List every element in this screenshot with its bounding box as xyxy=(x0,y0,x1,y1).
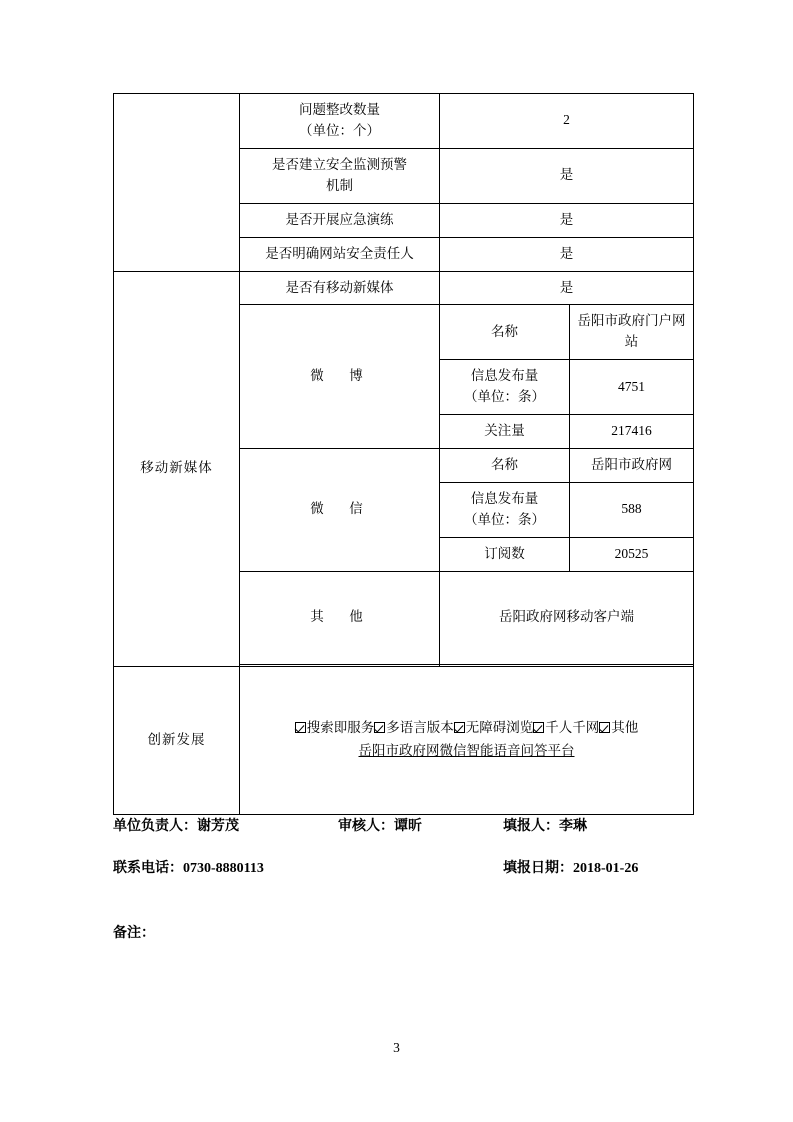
date-field xyxy=(503,857,638,877)
row-label-problem-fix-count xyxy=(240,94,440,149)
table-row xyxy=(114,94,694,149)
reviewer-label: 审核人： xyxy=(338,819,394,834)
checkbox-icon[interactable] xyxy=(374,722,385,733)
innovation-label: 创新发展 xyxy=(114,666,240,814)
weixin-subscriber-value: 20525 xyxy=(570,537,694,571)
checkbox-icon[interactable] xyxy=(454,722,465,733)
weibo-name-value: 岳阳市政府门户网站 xyxy=(570,305,694,360)
label-line-1: 信息发布量 xyxy=(470,490,539,506)
weixin-label: 微 信 xyxy=(240,449,440,572)
date-value: 2018-01-26 xyxy=(573,861,639,876)
report-table xyxy=(113,93,694,815)
unit-head-label: 单位负责人： xyxy=(113,819,197,834)
label-line-1: 问题整改数量 xyxy=(299,102,380,117)
option-label: 搜索即服务 xyxy=(306,720,375,736)
security-section-label-cell xyxy=(114,94,240,272)
filler-value: 李琳 xyxy=(559,819,587,834)
signature-block xyxy=(113,815,693,899)
other-media-label: 其 他 xyxy=(240,571,440,664)
label-line-2: （单位：个） xyxy=(299,122,380,138)
row-label-emergency-drill: 是否开展应急演练 xyxy=(240,203,440,237)
reviewer-field xyxy=(338,815,422,835)
row-value-has-mobile-media: 是 xyxy=(440,271,694,305)
option-other[interactable] xyxy=(599,720,638,735)
checkbox-icon[interactable] xyxy=(599,722,610,733)
phone-field xyxy=(113,857,264,877)
option-label: 多语言版本 xyxy=(386,720,454,736)
label-line-1: 是否建立安全监测预警 xyxy=(272,156,407,172)
date-label: 填报日期： xyxy=(503,861,573,876)
table-row xyxy=(114,271,694,305)
row-label-has-mobile-media: 是否有移动新媒体 xyxy=(240,271,440,305)
filler-label: 填报人： xyxy=(503,819,559,834)
weixin-post-count-value: 588 xyxy=(570,482,694,537)
page-number: 3 xyxy=(393,1040,400,1055)
label-line-1: 信息发布量 xyxy=(470,368,539,384)
option-accessibility[interactable] xyxy=(454,720,534,735)
unit-head-field xyxy=(113,815,239,835)
row-value-emergency-drill: 是 xyxy=(440,203,694,237)
weibo-name-key: 名称 xyxy=(440,305,570,360)
weixin-name-key: 名称 xyxy=(440,449,570,483)
row-label-warning-mechanism xyxy=(240,148,440,203)
weixin-post-count-key xyxy=(440,482,570,537)
option-label: 其他 xyxy=(611,720,639,736)
weibo-label: 微 博 xyxy=(240,305,440,449)
option-personalization[interactable] xyxy=(533,720,599,735)
unit-head-value: 谢芳茂 xyxy=(197,819,239,834)
row-label-security-owner: 是否明确网站安全责任人 xyxy=(240,237,440,271)
label-line-2: 机制 xyxy=(326,177,353,193)
option-label: 无障碍浏览 xyxy=(465,720,534,736)
other-media-value: 岳阳政府网移动客户端 xyxy=(440,571,694,664)
row-value-problem-fix-count: 2 xyxy=(440,94,694,149)
option-multilingual[interactable] xyxy=(374,720,454,735)
filler-field xyxy=(503,815,587,835)
mobile-media-section-label: 移动新媒体 xyxy=(114,271,240,666)
option-search-as-service[interactable] xyxy=(295,720,375,735)
weibo-followers-key: 关注量 xyxy=(440,415,570,449)
weixin-name-value: 岳阳市政府网 xyxy=(570,449,694,483)
row-value-security-owner: 是 xyxy=(440,237,694,271)
signature-row-1 xyxy=(113,815,693,857)
weibo-post-count-value: 4751 xyxy=(570,360,694,415)
table-row xyxy=(114,666,694,814)
weibo-post-count-key xyxy=(440,360,570,415)
reviewer-value: 谭昕 xyxy=(394,819,422,834)
checkbox-icon[interactable] xyxy=(295,722,306,733)
phone-value: 0730-8880113 xyxy=(183,861,264,876)
label-line-2: （单位：条） xyxy=(464,389,545,405)
weibo-followers-value: 217416 xyxy=(570,415,694,449)
option-label: 千人千网 xyxy=(545,720,600,736)
checkbox-icon[interactable] xyxy=(533,722,544,733)
innovation-options-cell xyxy=(240,666,694,814)
signature-row-2 xyxy=(113,857,693,899)
innovation-options-row xyxy=(244,718,689,739)
row-value-warning-mechanism: 是 xyxy=(440,148,694,203)
weixin-subscriber-key: 订阅数 xyxy=(440,537,570,571)
remark-label: 备注： xyxy=(113,926,155,941)
phone-label: 联系电话： xyxy=(113,861,183,876)
innovation-other-text: 岳阳市政府网微信智能语音问答平台 xyxy=(358,743,575,759)
label-line-2: （单位：条） xyxy=(464,511,545,527)
